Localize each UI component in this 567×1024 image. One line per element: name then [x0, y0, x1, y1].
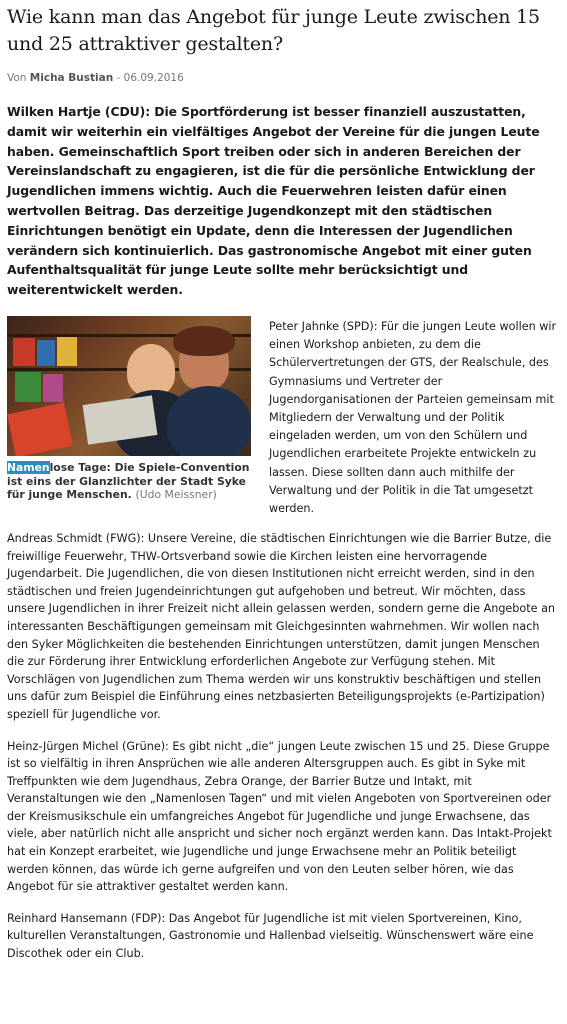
- article-photo[interactable]: [7, 316, 251, 456]
- lead-paragraph: Wilken Hartje (CDU): Die Sportförderung ist besser finanziell auszustatten, damit wir weiterhin ein vielfältiges Angebot der Vereine für die jungen Leute haben. Gemeinschaftlich Sport treiben oder sich in anderen Bereichen der Vereinslandschaft zu engagieren, ist die für die persönliche Entwicklung der Jugendlichen immens wichtig. Auch die Feuerwehren leisten dafür einen wertvollen Beitrag. Das derzeitige Jugendkonzept mit den städtischen Einrichtungen benötigt ein Update, denn die Interessen der Jugendlichen verändern sich kontinuierlich. Das gastronomische Angebot mit einer guten Aufenthaltsqualität für junge Leute sollte mehr berücksichtigt und weiterentwickelt werden.: [7, 104, 540, 298]
- article-figure: [7, 316, 253, 502]
- publish-date: - 06.09.2016: [116, 72, 184, 84]
- figure-row: [7, 316, 557, 516]
- article-title: Wie kann man das Angebot für junge Leute zwischen 15 und 25 attraktiver gestalten?: [7, 6, 540, 55]
- statement-fdp: Reinhard Hansemann (FDP): Das Angebot für Jugendliche ist mit vielen Sportvereinen, Kino, kulturellen Veranstaltungen, Gastronomie und Hallenbad vielseitig. Wünschenswert wäre eine Discothek oder ein Club.: [7, 911, 534, 961]
- caption-text: lose Tage: Die Spiele-Convention ist eins der Glanzlichter der Stadt Syke für junge Menschen.: [7, 460, 250, 502]
- byline-prefix: Von: [7, 72, 27, 84]
- byline: [7, 72, 557, 88]
- statement-spd: Peter Jahnke (SPD): Für die jungen Leute wollen wir einen Workshop anbieten, zu dem die Schülervertretungen der GTS, der Realschule, des Gymnasiums und Vertreter der Jugendorganisationen der Parteien gemeinsam mit Mitgliedern der Verwaltung und der Politik eingeladen werden, um von den Schülern und Jugendlichen erarbeitete Projekte entwickeln zu lassen. Diese sollten dann auch mithilfe der Verwaltung und der Politik in die Tat umgesetzt werden.: [269, 319, 557, 515]
- statement-fwg: Andreas Schmidt (FWG): Unsere Vereine, die städtischen Einrichtungen wie die Barrier Butze, die freiwillige Feuerwehr, THW-Ortsverband sowie die Kirchen leisten eine hervorragende Jugendarbeit. Die Jugendlichen, die von diesen Institutionen nicht erreicht werden, sind in den städtischen und freien Jugendeinrichtungen gut aufgehoben und betreut. Wir möchten, dass unsere Jugendlichen in ihrer Freizeit nicht allein gelassen werden, sondern gerne die Angebote an interessanten Beschäftigungen gemeinsam mit Gleichgesinnten wahrnehmen. Wir wollen nach den Syker Möglichkeiten die bestehenden Einrichtungen unterstützen, damit jungen Menschen die zur Förderung ihrer Entwicklung erforderlichen Angebote zur Verfügung stehen. Mit Vorschlägen von Jugendlichen zum Thema werden wir uns konstruktiv beschäftigen und stellen uns dafür zum Beispiel die Einführung eines netzbasierten Beteiligungsprojekts (e-Partizipation) speziell für Jugendliche vor.: [7, 531, 556, 721]
- photo-caption: [7, 461, 253, 502]
- statement-gruene: Heinz-Jürgen Michel (Grüne): Es gibt nicht „die“ jungen Leute zwischen 15 und 25. Diese Gruppe ist so vielfältig in ihren Ansprüchen wie alle anderen Altersgruppen auch. Es gibt in Syke mit Treffpunkten wie dem Jugendhaus, Zebra Orange, der Barrier Butze und Intakt, mit Veranstaltungen wie den „Namenlosen Tagen“ und mit vielen Angeboten von Sportvereinen oder der Kreismusikschule ein umfangreiches Angebot für Jugendliche und junge Erwachsene, das viele, aber natürlich nicht alle anspricht und sicher noch ergänzt werden kann. Das Intakt-Projekt hat ein Konzept erarbeitet, wie Jugendliche und junge Erwachsene mehr an Politik beteiligt werden können, das würde ich gerne aufgreifen und von den Leuten selber hören, wie das Angebot für sie attraktiver gestaltet werden kann.: [7, 739, 552, 894]
- caption-highlight: Namen: [7, 460, 50, 474]
- photo-credit: (Udo Meissner): [135, 488, 217, 502]
- author-link[interactable]: Micha Bustian: [29, 72, 114, 84]
